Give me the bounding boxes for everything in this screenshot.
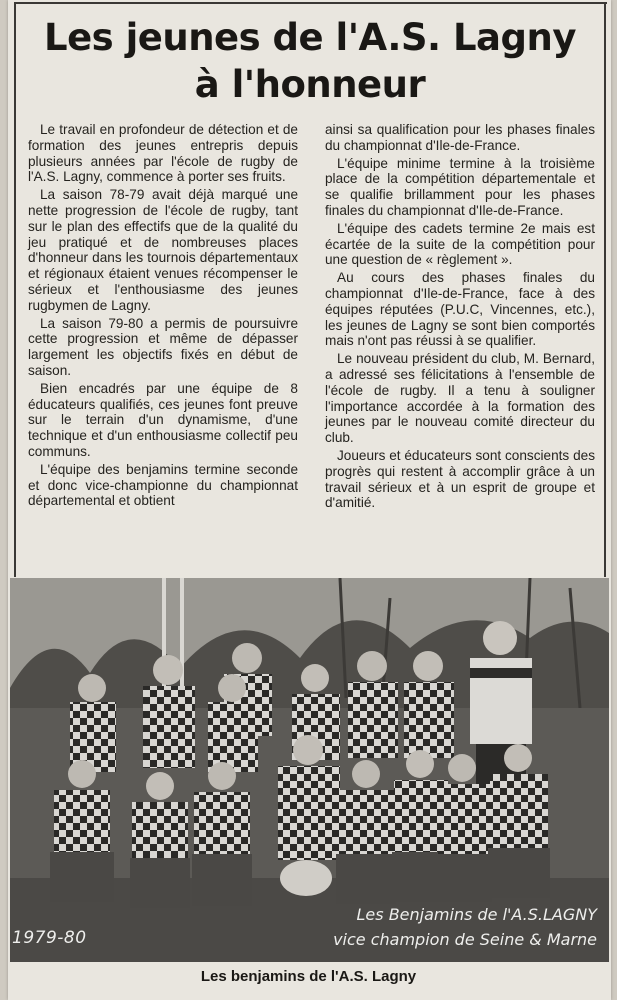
frame-rule-right [604, 2, 606, 577]
article-column-right [325, 122, 595, 513]
paragraph: Joueurs et éducateurs sont conscients des progrès qui restent à accomplir grâce à un travail sérieux et à un esprit de groupe et d'amitié. [325, 447, 595, 511]
paragraph: La saison 79-80 a permis de poursuivre cette progression et même de dépasser largement les objectifs fixés en début de saison. [28, 315, 298, 378]
article-column-left [28, 122, 298, 511]
frame-rule-left [14, 2, 16, 577]
paragraph: L'équipe des benjamins termine seconde et donc vice-championne du championnat départemental et obtient [28, 461, 298, 509]
photo-handwritten-caption-1: Les Benjamins de l'A.S.LAGNY [356, 905, 597, 924]
paragraph: L'équipe des cadets termine 2e mais est écartée de la suite de la compétition pour une question de « règlement ». [325, 220, 595, 268]
photo-handwritten-caption-2: vice champion de Seine & Marne [333, 930, 597, 949]
paragraph: Le travail en profondeur de détection et de formation des jeunes entrepris depuis plusieurs années par l'école de rugby de l'A.S. Lagny, commence à porter ses fruits. [28, 122, 298, 185]
headline-line-2: à l'honneur [194, 63, 426, 106]
rugby-ball [280, 860, 332, 896]
paragraph: La saison 78-79 avait déjà marqué une nette progression de l'école de rugby, tant sur le plan des effectifs que de la qualité du jeu pratiqué et de nombreuses places d'honneur dans les tournois départementaux et régionaux étaient venues récompenser le sérieux et l'enthousiasme des jeunes rugbymen de Lagny. [28, 187, 298, 313]
paragraph: Au cours des phases finales du championnat d'Ile-de-France, face à des équipes réputées (P.U.C, Vincennes, etc.), les jeunes de Lagny se sont bien comportés mais n'ont pas réussi à se qualifier. [325, 270, 595, 349]
paragraph: Bien encadrés par une équipe de 8 éducateurs qualifiés, ces jeunes font preuve sur le terrain d'un dynamisme, d'une technique et d'un enthousiasme collectif peu communs. [28, 380, 298, 459]
paragraph-continuation: ainsi sa qualification pour les phases finales du championnat d'Ile-de-France. [325, 122, 595, 153]
frame-rule-top [14, 2, 607, 4]
photo-year-label: 1979-80 [12, 928, 87, 948]
paragraph: Le nouveau président du club, M. Bernard, a adressé ses félicitations à l'ensemble de l'école de rugby. Il a tenu à souligner l'importance accordée à la formation des jeunes par le nouveau comité directeur du club. [325, 351, 595, 446]
article-headline [20, 14, 600, 108]
headline-line-1: Les jeunes de l'A.S. Lagny [44, 16, 576, 59]
photo-caption: Les benjamins de l'A.S. Lagny [200, 968, 417, 985]
paragraph: L'équipe minime termine à la troisième place de la compétition départementale et se qualifie brillamment pour les phases finales du championnat d'Ile-de-France. [325, 155, 595, 218]
